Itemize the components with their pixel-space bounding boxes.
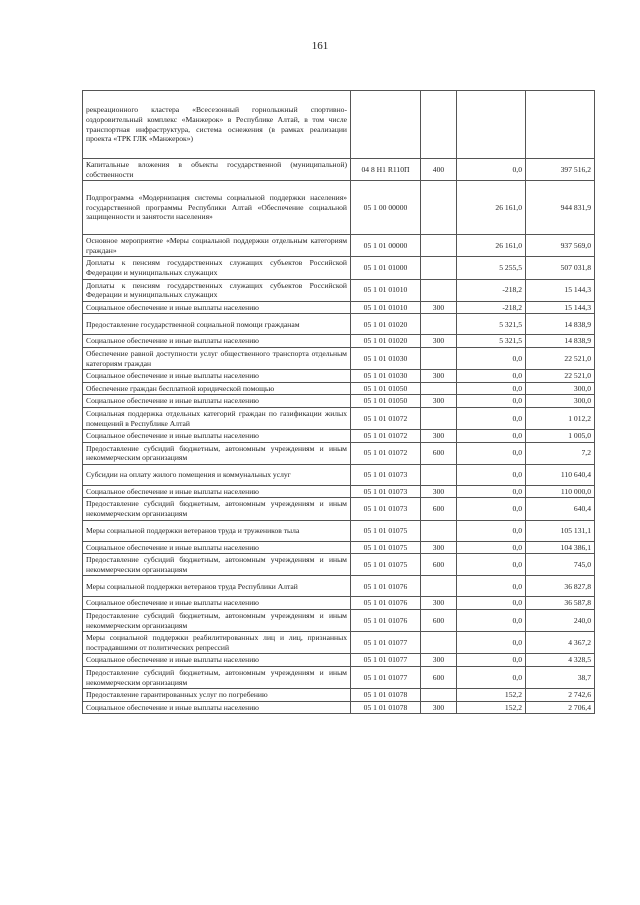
row-value-1: 26 161,0: [457, 181, 526, 235]
row-value-2: 105 131,1: [526, 520, 595, 541]
row-value-2: 36 827,8: [526, 576, 595, 597]
table-row: [83, 257, 595, 279]
row-name: Доплаты к пенсиям государственных служащих субъектов Российской Федерации и муниципальных служащих: [83, 279, 351, 301]
row-name: Обеспечение граждан бесплатной юридической помощью: [83, 382, 351, 395]
row-code: 05 1 01 01030: [351, 347, 421, 369]
row-name: Меры социальной поддержки ветеранов труда и тружеников тыла: [83, 520, 351, 541]
row-name: Социальное обеспечение и иные выплаты населению: [83, 701, 351, 714]
row-value-2: 300,0: [526, 382, 595, 395]
row-value-2: 300,0: [526, 395, 595, 408]
page-number: 161: [311, 40, 329, 52]
table-row: [83, 347, 595, 369]
row-value-2: 507 031,8: [526, 257, 595, 279]
row-value-1: 152,2: [457, 689, 526, 702]
row-code: 05 1 01 01050: [351, 395, 421, 408]
row-vr: [421, 91, 457, 159]
row-code: 05 1 01 01073: [351, 464, 421, 485]
table-row: [83, 159, 595, 181]
table-row: [83, 689, 595, 702]
row-code: 05 1 01 01020: [351, 314, 421, 335]
row-value-2: 36 587,8: [526, 597, 595, 610]
row-value-2: 937 569,0: [526, 235, 595, 257]
row-value-2: 2 706,4: [526, 701, 595, 714]
table-row: [83, 485, 595, 498]
row-value-1: 0,0: [457, 370, 526, 383]
row-vr: 300: [421, 335, 457, 348]
row-value-2: 38,7: [526, 667, 595, 689]
row-vr: 600: [421, 498, 457, 520]
row-name: Обеспечение равной доступности услуг общественного транспорта отдельным категориям граждан: [83, 347, 351, 369]
table-row: [83, 541, 595, 554]
row-value-2: 944 831,9: [526, 181, 595, 235]
table-row: [83, 279, 595, 301]
row-value-1: 0,0: [457, 430, 526, 443]
row-name: Субсидии на оплату жилого помещения и коммунальных услуг: [83, 464, 351, 485]
row-value-2: [526, 91, 595, 159]
row-value-1: [457, 91, 526, 159]
row-code: [351, 91, 421, 159]
row-code: 05 1 01 01010: [351, 301, 421, 314]
row-name: Предоставление государственной социальной помощи гражданам: [83, 314, 351, 335]
row-name: Основное мероприятие «Меры социальной поддержки отдельным категориям граждан»: [83, 235, 351, 257]
row-value-1: 0,0: [457, 632, 526, 654]
table-row: [83, 91, 595, 159]
row-value-1: 0,0: [457, 485, 526, 498]
row-vr: [421, 235, 457, 257]
row-name: Социальное обеспечение и иные выплаты населению: [83, 485, 351, 498]
row-name: Предоставление субсидий бюджетным, автономным учреждениям и иным некоммерческим организациям: [83, 554, 351, 576]
row-vr: 400: [421, 159, 457, 181]
row-name: Меры социальной поддержки ветеранов труда Республики Алтай: [83, 576, 351, 597]
row-value-2: 640,4: [526, 498, 595, 520]
row-value-1: 5 321,5: [457, 314, 526, 335]
row-value-1: 0,0: [457, 576, 526, 597]
row-value-1: 0,0: [457, 498, 526, 520]
table-row: [83, 430, 595, 443]
row-value-1: 0,0: [457, 382, 526, 395]
row-code: 05 1 01 01000: [351, 257, 421, 279]
table-row: [83, 597, 595, 610]
row-value-2: 14 838,9: [526, 314, 595, 335]
row-code: 05 1 00 00000: [351, 181, 421, 235]
row-value-1: 0,0: [457, 667, 526, 689]
row-vr: 300: [421, 541, 457, 554]
row-code: 05 1 01 01075: [351, 541, 421, 554]
table-row: [83, 576, 595, 597]
row-vr: [421, 279, 457, 301]
row-vr: 300: [421, 395, 457, 408]
row-name: рекреационного кластера «Всесезонный горнолыжный спортивно-оздоровительный комплекс «Манжерок» в Республике Алтай, в том числе транспортная инфраструктура, система оснежения (в рамках реализации проекта «ТРК ГЛК «Манжерок»): [83, 91, 351, 159]
row-code: 05 1 01 01010: [351, 279, 421, 301]
row-name: Капитальные вложения в объекты государственной (муниципальной) собственности: [83, 159, 351, 181]
row-value-1: 5 321,5: [457, 335, 526, 348]
row-value-1: 5 255,5: [457, 257, 526, 279]
row-value-1: -218,2: [457, 301, 526, 314]
table-row: [83, 520, 595, 541]
row-name: Предоставление гарантированных услуг по погребению: [83, 689, 351, 702]
table-row: [83, 498, 595, 520]
row-name: Подпрограмма «Модернизация системы социальной поддержки населения» государственной программы Республики Алтай «Обеспечение социальной защищенности и занятости населения»: [83, 181, 351, 235]
row-value-1: 0,0: [457, 159, 526, 181]
row-code: 05 1 01 01076: [351, 576, 421, 597]
row-name: Социальное обеспечение и иные выплаты населению: [83, 395, 351, 408]
table-row: [83, 464, 595, 485]
row-value-1: 0,0: [457, 407, 526, 429]
table-row: [83, 335, 595, 348]
row-value-2: 1 005,0: [526, 430, 595, 443]
row-value-1: 0,0: [457, 541, 526, 554]
row-value-1: 0,0: [457, 597, 526, 610]
row-value-1: 0,0: [457, 442, 526, 464]
row-value-1: 0,0: [457, 654, 526, 667]
row-code: 05 1 01 01075: [351, 554, 421, 576]
row-value-2: 110 000,0: [526, 485, 595, 498]
row-code: 05 1 01 01072: [351, 442, 421, 464]
row-value-2: 4 328,5: [526, 654, 595, 667]
table-row: [83, 370, 595, 383]
row-name: Социальное обеспечение и иные выплаты населению: [83, 430, 351, 443]
row-code: 05 1 01 01076: [351, 597, 421, 610]
row-name: Социальное обеспечение и иные выплаты населению: [83, 335, 351, 348]
table-row: [83, 554, 595, 576]
row-vr: 300: [421, 701, 457, 714]
table-row: [83, 610, 595, 632]
row-vr: [421, 464, 457, 485]
row-value-2: 397 516,2: [526, 159, 595, 181]
table-row: [83, 632, 595, 654]
row-vr: 300: [421, 597, 457, 610]
table-row: [83, 395, 595, 408]
row-value-1: -218,2: [457, 279, 526, 301]
row-name: Предоставление субсидий бюджетным, автономным учреждениям и иным некоммерческим организациям: [83, 667, 351, 689]
row-code: 05 1 01 01072: [351, 407, 421, 429]
row-vr: [421, 347, 457, 369]
row-code: 05 1 01 01078: [351, 701, 421, 714]
row-vr: [421, 689, 457, 702]
row-name: Меры социальной поддержки реабилитированных лиц и лиц, признанных пострадавшими от политических репрессий: [83, 632, 351, 654]
table-row: [83, 701, 595, 714]
row-vr: [421, 314, 457, 335]
row-vr: 300: [421, 370, 457, 383]
row-value-2: 14 838,9: [526, 335, 595, 348]
row-vr: [421, 632, 457, 654]
row-name: Социальное обеспечение и иные выплаты населению: [83, 301, 351, 314]
row-value-2: 110 640,4: [526, 464, 595, 485]
row-name: Предоставление субсидий бюджетным, автономным учреждениям и иным некоммерческим организациям: [83, 498, 351, 520]
row-value-2: 7,2: [526, 442, 595, 464]
row-value-2: 104 386,1: [526, 541, 595, 554]
row-vr: 600: [421, 442, 457, 464]
table-row: [83, 442, 595, 464]
table-row: [83, 407, 595, 429]
row-name: Социальное обеспечение и иные выплаты населению: [83, 370, 351, 383]
row-code: 05 1 01 01073: [351, 498, 421, 520]
row-vr: 600: [421, 554, 457, 576]
row-vr: 300: [421, 485, 457, 498]
row-vr: [421, 576, 457, 597]
row-value-2: 240,0: [526, 610, 595, 632]
row-name: Социальная поддержка отдельных категорий граждан по газификации жилых помещений в Республике Алтай: [83, 407, 351, 429]
row-code: 05 1 01 01020: [351, 335, 421, 348]
row-vr: [421, 520, 457, 541]
row-value-1: 0,0: [457, 554, 526, 576]
budget-table-body: [83, 91, 595, 714]
row-code: 04 8 Н1 R110П: [351, 159, 421, 181]
row-value-2: 745,0: [526, 554, 595, 576]
row-code: 05 1 01 01078: [351, 689, 421, 702]
row-name: Доплаты к пенсиям государственных служащих субъектов Российской Федерации и муниципальных служащих: [83, 257, 351, 279]
row-value-1: 0,0: [457, 395, 526, 408]
row-value-1: 0,0: [457, 520, 526, 541]
row-vr: 600: [421, 667, 457, 689]
row-vr: [421, 181, 457, 235]
row-value-2: 2 742,6: [526, 689, 595, 702]
row-value-2: 22 521,0: [526, 370, 595, 383]
row-code: 05 1 01 01077: [351, 632, 421, 654]
table-row: [83, 301, 595, 314]
row-value-1: 0,0: [457, 610, 526, 632]
row-name: Социальное обеспечение и иные выплаты населению: [83, 597, 351, 610]
row-code: 05 1 01 01076: [351, 610, 421, 632]
row-code: 05 1 01 01073: [351, 485, 421, 498]
row-vr: 300: [421, 654, 457, 667]
row-code: 05 1 01 01077: [351, 654, 421, 667]
row-name: Социальное обеспечение и иные выплаты населению: [83, 654, 351, 667]
row-code: 05 1 01 00000: [351, 235, 421, 257]
row-value-1: 152,2: [457, 701, 526, 714]
table-row: [83, 314, 595, 335]
row-name: Предоставление субсидий бюджетным, автономным учреждениям и иным некоммерческим организациям: [83, 610, 351, 632]
row-name: Социальное обеспечение и иные выплаты населению: [83, 541, 351, 554]
table-row: [83, 654, 595, 667]
row-value-2: 22 521,0: [526, 347, 595, 369]
row-vr: [421, 407, 457, 429]
row-vr: 300: [421, 301, 457, 314]
row-code: 05 1 01 01072: [351, 430, 421, 443]
row-vr: [421, 382, 457, 395]
row-value-1: 0,0: [457, 464, 526, 485]
row-value-2: 4 367,2: [526, 632, 595, 654]
row-vr: [421, 257, 457, 279]
row-value-1: 0,0: [457, 347, 526, 369]
row-value-2: 15 144,3: [526, 301, 595, 314]
row-name: Предоставление субсидий бюджетным, автономным учреждениям и иным некоммерческим организациям: [83, 442, 351, 464]
table-row: [83, 382, 595, 395]
table-row: [83, 667, 595, 689]
row-code: 05 1 01 01050: [351, 382, 421, 395]
table-row: [83, 235, 595, 257]
row-value-2: 15 144,3: [526, 279, 595, 301]
row-vr: 600: [421, 610, 457, 632]
row-code: 05 1 01 01075: [351, 520, 421, 541]
row-value-2: 1 012,2: [526, 407, 595, 429]
row-vr: 300: [421, 430, 457, 443]
row-code: 05 1 01 01077: [351, 667, 421, 689]
row-code: 05 1 01 01030: [351, 370, 421, 383]
row-value-1: 26 161,0: [457, 235, 526, 257]
budget-table: [82, 90, 595, 714]
table-row: [83, 181, 595, 235]
